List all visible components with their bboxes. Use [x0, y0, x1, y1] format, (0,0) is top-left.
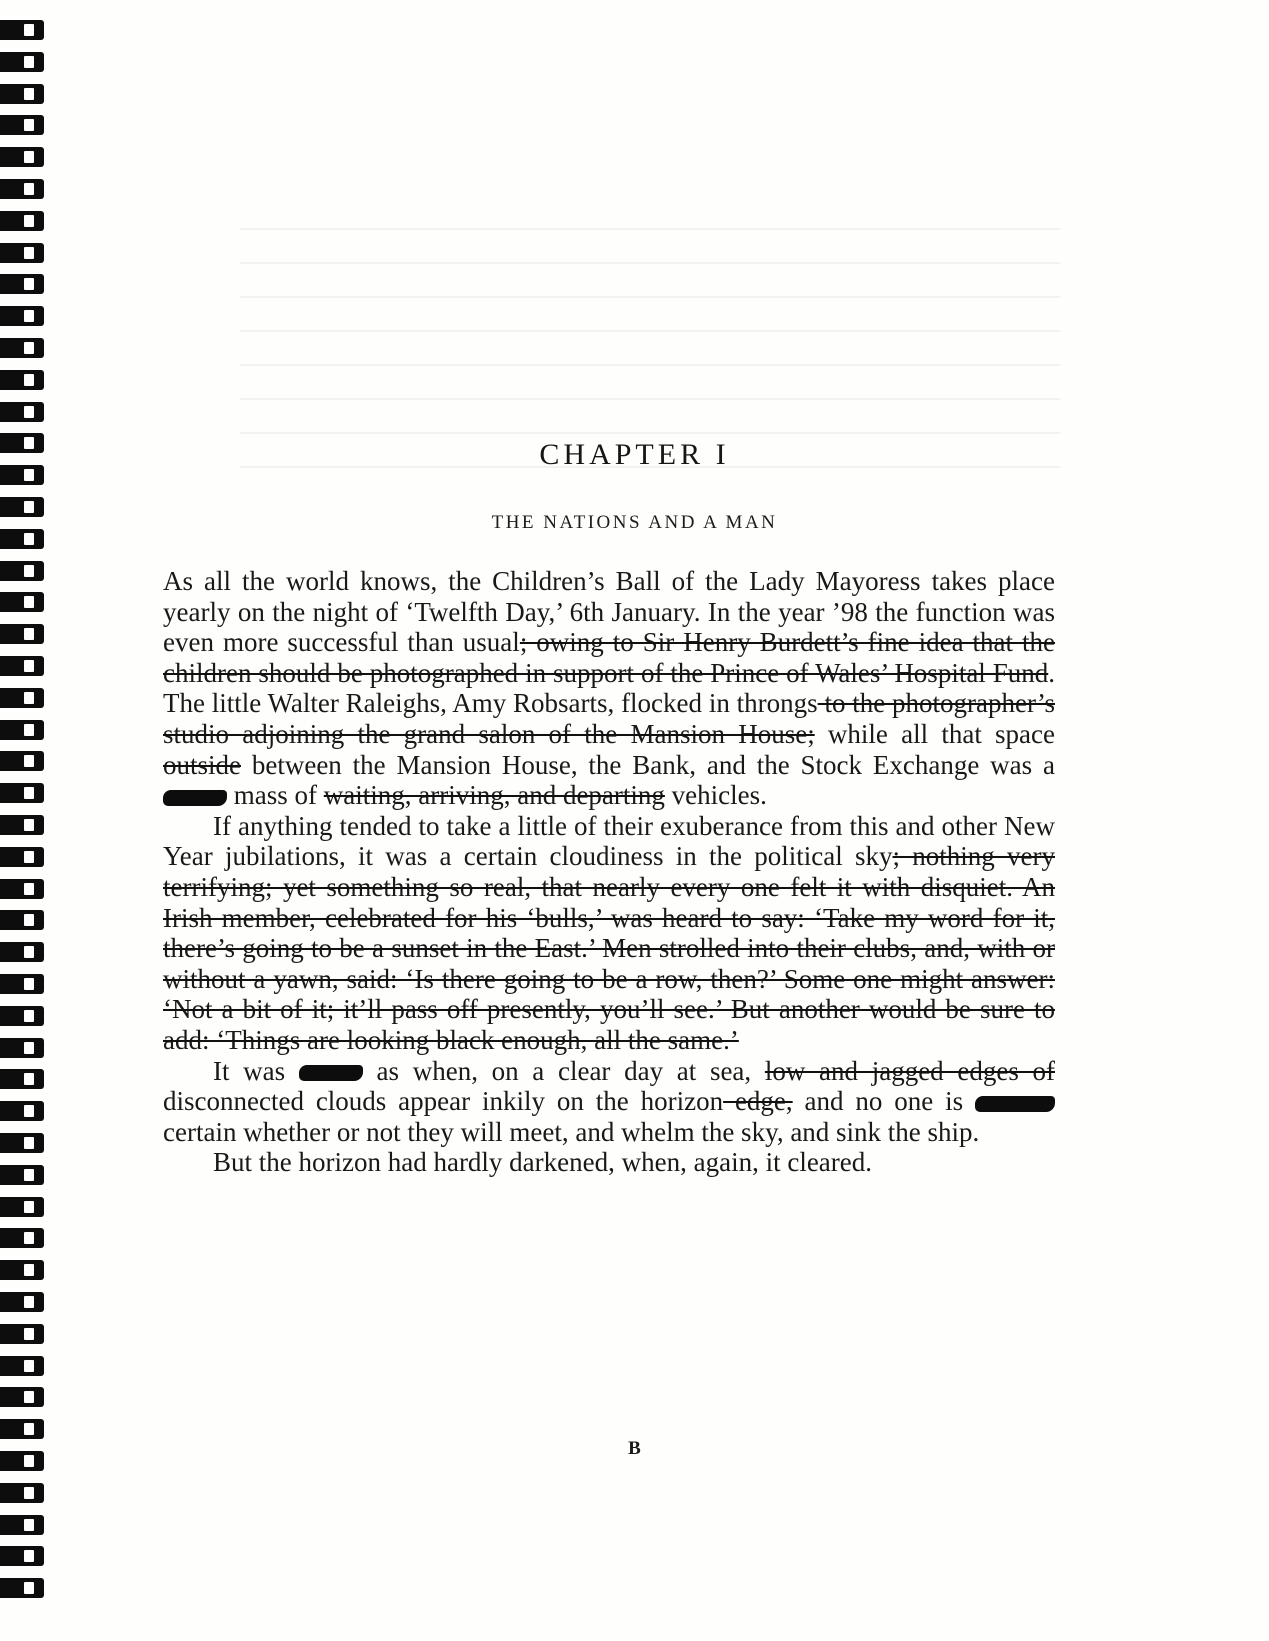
struck-through-text: outside	[163, 749, 241, 780]
binding-loop	[0, 910, 44, 930]
binding-loop	[0, 751, 44, 771]
binding-loop	[0, 656, 44, 676]
bleed-through-line	[240, 302, 1060, 332]
binding-loop	[0, 1292, 44, 1312]
ink-blot-deletion	[975, 1096, 1055, 1112]
binding-loop	[0, 974, 44, 994]
text-run: between the Mansion House, the Bank, and the Stock Exchange was a	[241, 749, 1055, 780]
chapter-title: CHAPTER I	[539, 438, 730, 471]
binding-loop	[0, 847, 44, 867]
text-run: If anything tended to take a little of their exuberance from this and other New Year jubilations, it was a certain cloudiness in the political sky	[163, 810, 1055, 872]
ink-blot-deletion	[163, 790, 227, 806]
text-run: But the horizon had hardly darkened, when, again, it cleared.	[213, 1147, 873, 1178]
bleed-through-line	[240, 404, 1060, 434]
binding-loop	[0, 783, 44, 803]
binding-loop	[0, 243, 44, 263]
binding-loop	[0, 20, 44, 40]
struck-through-text: ; nothing very terrifying; yet something so real, that nearly every one felt it with disquiet. An Irish member, celebrated for his ‘bulls,’ was heard to say: ‘Take my word for it, there’s going to be a sunset in the East.’ Men strolled into their clubs, and, with or without a yawn, said: ‘Is there going to be a row, then?’ Some one might answer: ‘Not a bit of it; it’ll pass off presently, you’ll see.’ But another would be sure to add: ‘Things are looking black enough, all the same.’	[163, 841, 1056, 1055]
ink-blot-deletion	[299, 1065, 363, 1081]
binding-loop	[0, 942, 44, 962]
binding-loop	[0, 1069, 44, 1089]
page-signature-letter: B	[628, 1438, 641, 1459]
text-run: and no one is	[792, 1086, 975, 1117]
binding-loop	[0, 1483, 44, 1503]
binding-loop	[0, 211, 44, 231]
spiral-binding	[0, 20, 46, 1620]
binding-loop	[0, 84, 44, 104]
binding-loop	[0, 1260, 44, 1280]
text-run: as when, on a clear day at sea,	[362, 1055, 765, 1086]
binding-loop	[0, 306, 44, 326]
text-run: while all that space	[814, 718, 1056, 749]
binding-loop	[0, 1101, 44, 1121]
paragraph	[163, 566, 1055, 811]
text-run: As all the world knows, the Children’s Ball of the Lady Mayoress takes place yearly on the night of ‘Twelfth Day,’ 6th January. In the year ’98 the function was even more successful than usual	[163, 566, 1055, 658]
binding-loop	[0, 1324, 44, 1344]
binding-loop	[0, 1038, 44, 1058]
binding-loop	[0, 274, 44, 294]
binding-loop	[0, 147, 44, 167]
binding-loop	[0, 115, 44, 135]
binding-loop	[0, 720, 44, 740]
text-run: It was	[213, 1055, 299, 1086]
text-run: mass of	[227, 780, 324, 811]
bleed-through-line	[240, 200, 1060, 230]
binding-loop	[0, 1165, 44, 1185]
struck-through-text: ; owing to Sir Henry Burdett’s fine idea that the children should be photographed in support of the Prince of Wales’ Hospital Fund	[163, 627, 1056, 688]
binding-loop	[0, 1578, 44, 1598]
binding-loop	[0, 370, 44, 390]
paragraph	[163, 1147, 1055, 1178]
text-run: disconnected clouds appear inkily on the horizon	[163, 1086, 724, 1117]
chapter-subtitle: THE NATIONS AND A MAN	[491, 512, 778, 533]
binding-loop	[0, 1419, 44, 1439]
paragraph	[163, 811, 1055, 1056]
chapter-body	[163, 566, 1055, 1178]
struck-through-text: low and jagged edges of	[764, 1055, 1056, 1086]
binding-loop	[0, 338, 44, 358]
bleed-through-lines	[240, 200, 1060, 472]
bleed-through-line	[240, 234, 1060, 264]
binding-loop	[0, 1387, 44, 1407]
binding-loop	[0, 624, 44, 644]
bleed-through-line	[240, 370, 1060, 400]
binding-loop	[0, 1515, 44, 1535]
struck-through-text: waiting, arriving, and departing	[323, 780, 665, 811]
binding-loop	[0, 815, 44, 835]
text-run: vehicles.	[664, 780, 767, 811]
bleed-through-line	[240, 268, 1060, 298]
binding-loop	[0, 688, 44, 708]
binding-loop	[0, 1006, 44, 1026]
paragraph	[163, 1056, 1055, 1148]
binding-loop	[0, 52, 44, 72]
struck-through-text: to the photographer’s studio adjoining the grand salon of the Mansion House;	[163, 688, 1055, 749]
binding-loop	[0, 1546, 44, 1566]
text-run: . The little Walter Raleighs, Amy Robsarts, flocked in throngs	[163, 657, 1055, 719]
bleed-through-line	[240, 336, 1060, 366]
text-run: certain whether or not they will meet, and whelm the sky, and sink the ship.	[163, 1116, 980, 1147]
binding-loop	[0, 592, 44, 612]
binding-loop	[0, 1228, 44, 1248]
binding-loop	[0, 402, 44, 422]
struck-through-text: edge,	[723, 1086, 793, 1117]
binding-loop	[0, 879, 44, 899]
binding-loop	[0, 179, 44, 199]
binding-loop	[0, 1197, 44, 1217]
binding-loop	[0, 561, 44, 581]
binding-loop	[0, 1356, 44, 1376]
binding-loop	[0, 1133, 44, 1153]
